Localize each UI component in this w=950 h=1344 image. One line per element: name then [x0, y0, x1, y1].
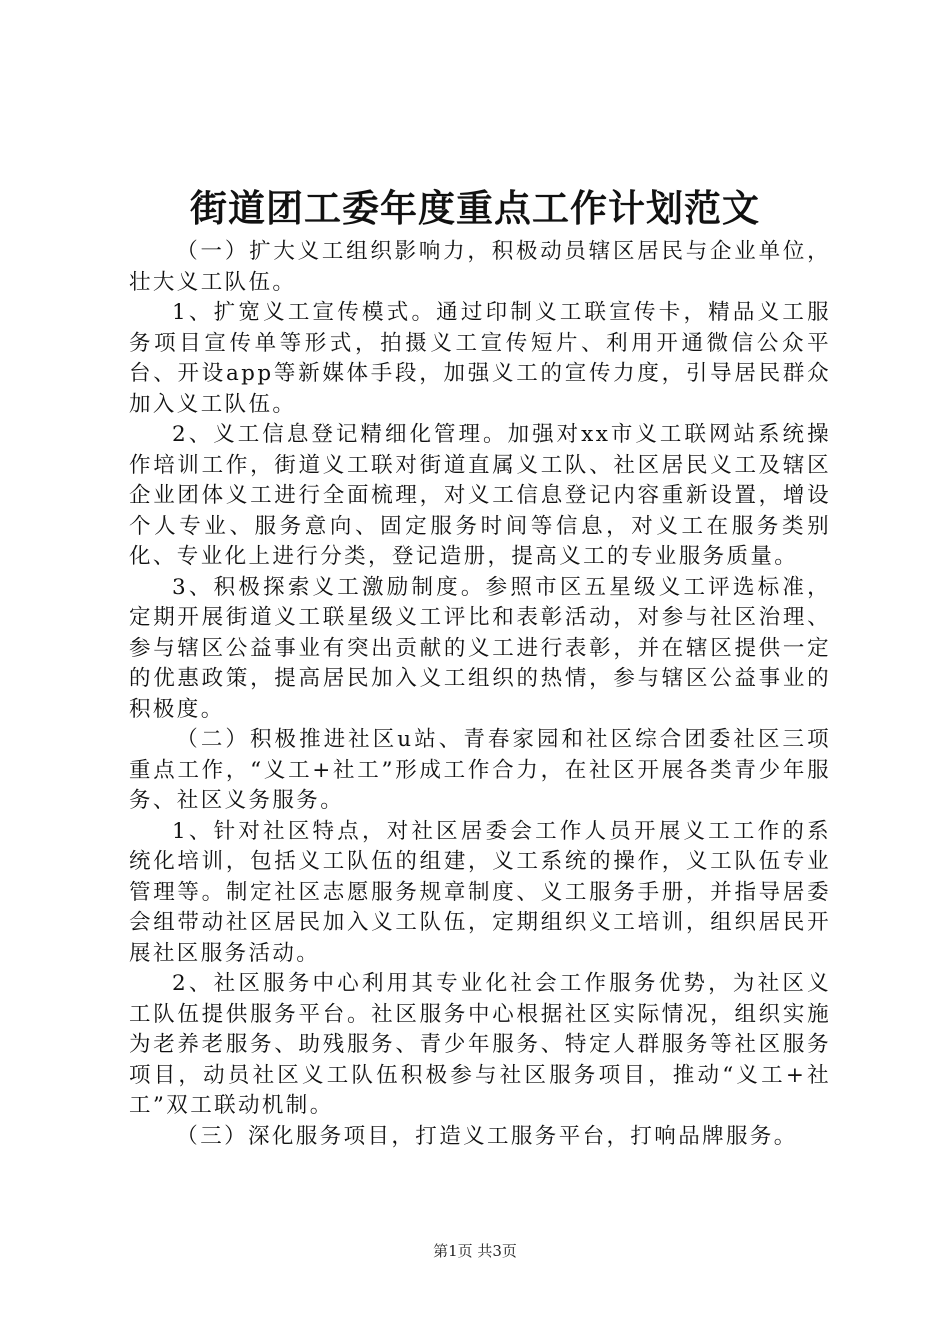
- section-heading-2: （二）积极推进社区u站、青春家园和社区综合团委社区三项重点工作，“义工+社工”形成工作合力，在社区开展各类青少年服务、社区义务服务。: [129, 727, 831, 813]
- document-body: [129, 237, 831, 1152]
- section-heading-1: （一）扩大义工组织影响力，积极动员辖区居民与企业单位，壮大义工队伍。: [129, 239, 831, 295]
- page-number-footer: 第1页 共3页: [433, 1242, 517, 1260]
- paragraph-1-1: 1、扩宽义工宣传模式。通过印制义工联宣传卡，精品义工服务项目宣传单等形式，拍摄义工宣传短片、利用开通微信公众平台、开设app等新媒体手段，加强义工的宣传力度，引导居民群众加入义工队伍。: [129, 300, 831, 417]
- paragraph-2-1: 1、针对社区特点，对社区居委会工作人员开展义工工作的系统化培训，包括义工队伍的组建，义工系统的操作，义工队伍专业管理等。制定社区志愿服务规章制度、义工服务手册，并指导居委会组带动社区居民加入义工队伍，定期组织义工培训，组织居民开展社区服务活动。: [129, 818, 831, 966]
- paragraph-1-2: 2、义工信息登记精细化管理。加强对xx市义工联网站系统操作培训工作，街道义工联对街道直属义工队、社区居民义工及辖区企业团体义工进行全面梳理，对义工信息登记内容重新设置，增设个人专业、服务意向、固定服务时间等信息，对义工在服务类别化、专业化上进行分类，登记造册，提高义工的专业服务质量。: [129, 422, 831, 569]
- paragraph-1-3: 3、积极探索义工激励制度。参照市区五星级义工评选标准，定期开展街道义工联星级义工评比和表彰活动，对参与社区治理、参与辖区公益事业有突出贡献的义工进行表彰，并在辖区提供一定的优惠政策，提高居民加入义工组织的热情，参与辖区公益事业的积极度。: [129, 574, 831, 722]
- paragraph-2-2: 2、社区服务中心利用其专业化社会工作服务优势，为社区义工队伍提供服务平台。社区服务中心根据社区实际情况，组织实施为老养老服务、助残服务、青少年服务、特定人群服务等社区服务项目，动员社区义工队伍积极参与社区服务项目，推动“义工+社工”双工联动机制。: [129, 971, 831, 1118]
- document-title: 街道团工委年度重点工作计划范文: [190, 186, 760, 230]
- section-heading-3: （三）深化服务项目，打造义工服务平台，打响品牌服务。: [176, 1123, 798, 1149]
